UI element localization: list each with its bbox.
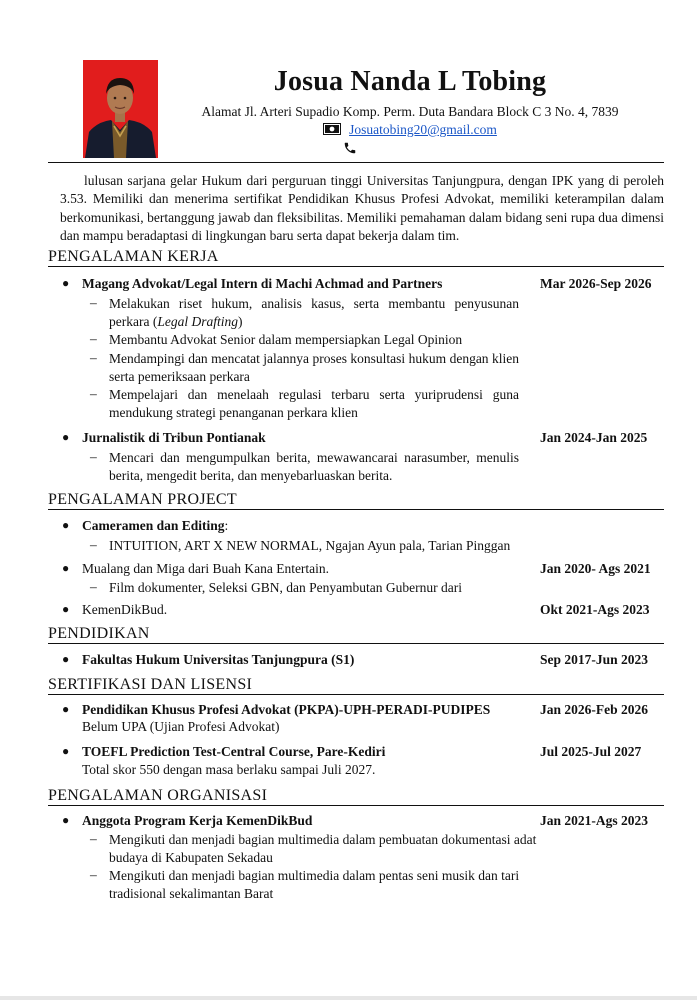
email-link[interactable]: Josuatobing20@gmail.com <box>349 122 497 137</box>
dash-icon: – <box>90 295 97 310</box>
cert-item-note: Total skor 550 dengan masa berlaku sampai Juli 2027. <box>82 762 376 777</box>
dash-icon: – <box>90 537 97 552</box>
section-divider <box>48 805 664 806</box>
section-divider <box>48 694 664 695</box>
bullet-icon: ● <box>62 561 70 575</box>
work-item-date: Jan 2024-Jan 2025 <box>540 430 648 445</box>
dash-icon: – <box>90 350 97 365</box>
project-item-title: Mualang dan Miga dari Buah Kana Entertain. <box>82 561 330 576</box>
project-item-date: Okt 2021-Ags 2023 <box>540 602 650 617</box>
work-item-title: Magang Advokat/Legal Intern di Machi Achmad and Partners <box>82 276 443 291</box>
bullet-icon: ● <box>62 813 70 827</box>
work-point: Mencari dan mengumpulkan berita, mewawancarai narasumber, menulis berita, mengedit berita, dan menyebarluaskan berita. <box>109 450 519 483</box>
project-item-date: Jan 2020- Ags 2021 <box>540 561 651 576</box>
bullet-icon: ● <box>62 518 70 532</box>
section-title-work: PENGALAMAN KERJA <box>48 248 219 265</box>
work-point: Membantu Advokat Senior dalam mempersiapkan Legal Opinion <box>109 332 463 347</box>
bullet-icon: ● <box>62 276 70 290</box>
bullet-icon: ● <box>62 744 70 758</box>
section-title-certs: SERTIFIKASI DAN LISENSI <box>48 676 253 693</box>
profile-summary: lulusan sarjana gelar Hukum dari perguruan tinggi Universitas Tanjungpura, dengan IPK yang di peroleh 3.53. Memiliki dan menerima sertifikat Pendidikan Khusus Profesi Advokat, memiliki keterampilan dalam berkomunikasi, bertanggung jawab dan fleksibilitas. Memiliki pemahaman dalam bidang seni rupa dua dimensi dan mampu beradaptasi di lingkungan baru serta dapat bekerja dalam tim. <box>60 173 664 244</box>
work-point: Mendampingi dan mencatat jalannya proses konsultasi hukum dengan klien serta pemeriksaan perkara <box>109 351 519 384</box>
org-point: Mengikuti dan menjadi bagian multimedia dalam pembuatan dokumentasi adat budaya di Kabupaten Sekadau <box>109 832 537 865</box>
section-divider <box>48 266 664 267</box>
cert-item-date: Jul 2025-Jul 2027 <box>540 744 642 759</box>
education-item-date: Sep 2017-Jun 2023 <box>540 652 649 667</box>
dash-icon: – <box>90 449 97 464</box>
dash-icon: – <box>90 867 97 882</box>
org-point: Mengikuti dan menjadi bagian multimedia dalam pentas seni musik dan tari tradisional sekalimantan Barat <box>109 868 520 901</box>
dash-icon: – <box>90 331 97 346</box>
bullet-icon: ● <box>62 702 70 716</box>
cert-item-title: Pendidikan Khusus Profesi Advokat (PKPA)-UPH-PERADI-PUDIPES <box>82 702 491 717</box>
section-title-education: PENDIDIKAN <box>48 625 150 642</box>
bullet-icon: ● <box>62 430 70 444</box>
section-title-org: PENGALAMAN ORGANISASI <box>48 787 268 804</box>
header-divider <box>48 162 664 163</box>
education-item-title: Fakultas Hukum Universitas Tanjungpura (S1) <box>82 652 355 667</box>
avatar <box>83 60 158 158</box>
project-point: INTUITION, ART X NEW NORMAL, Ngajan Ayun pala, Tarian Pinggan <box>109 538 511 553</box>
work-item-title: Jurnalistik di Tribun Pontianak <box>82 430 266 445</box>
cert-item-title: TOEFL Prediction Test-Central Course, Pare-Kediri <box>82 744 386 759</box>
section-divider <box>48 509 664 510</box>
work-point: Melakukan riset hukum, analisis kasus, serta membantu penyusunan perkara (Legal Drafting) <box>109 296 519 329</box>
work-item-date: Mar 2026-Sep 2026 <box>540 276 652 291</box>
project-item-title: Cameramen dan Editing: <box>82 518 229 533</box>
bullet-icon: ● <box>62 652 70 666</box>
cert-item-note: Belum UPA (Ujian Profesi Advokat) <box>82 719 280 734</box>
candidate-name: Josua Nanda L Tobing <box>273 66 547 97</box>
org-item-date: Jan 2021-Ags 2023 <box>540 813 649 828</box>
phone-icon <box>343 141 357 160</box>
dash-icon: – <box>90 579 97 594</box>
dash-icon: – <box>90 386 97 401</box>
profile-photo <box>83 60 158 158</box>
bullet-icon: ● <box>62 602 70 616</box>
address: Alamat Jl. Arteri Supadio Komp. Perm. Duta Bandara Block C 3 No. 4, 7839 <box>201 104 619 119</box>
cert-item-date: Jan 2026-Feb 2026 <box>540 702 648 717</box>
org-item-title: Anggota Program Kerja KemenDikBud <box>82 813 313 828</box>
project-point: Film dokumenter, Seleksi GBN, dan Penyambutan Gubernur dari <box>109 580 463 595</box>
page-edge <box>0 996 697 1000</box>
work-point: Mempelajari dan menelaah regulasi terbaru serta yuriprudensi guna mendukung strategi penanganan perkara klien <box>109 387 519 420</box>
section-divider <box>48 643 664 644</box>
email-icon <box>323 123 341 139</box>
section-title-project: PENGALAMAN PROJECT <box>48 491 237 508</box>
dash-icon: – <box>90 831 97 846</box>
email-row <box>160 122 660 139</box>
project-item-title: KemenDikBud. <box>82 602 168 617</box>
